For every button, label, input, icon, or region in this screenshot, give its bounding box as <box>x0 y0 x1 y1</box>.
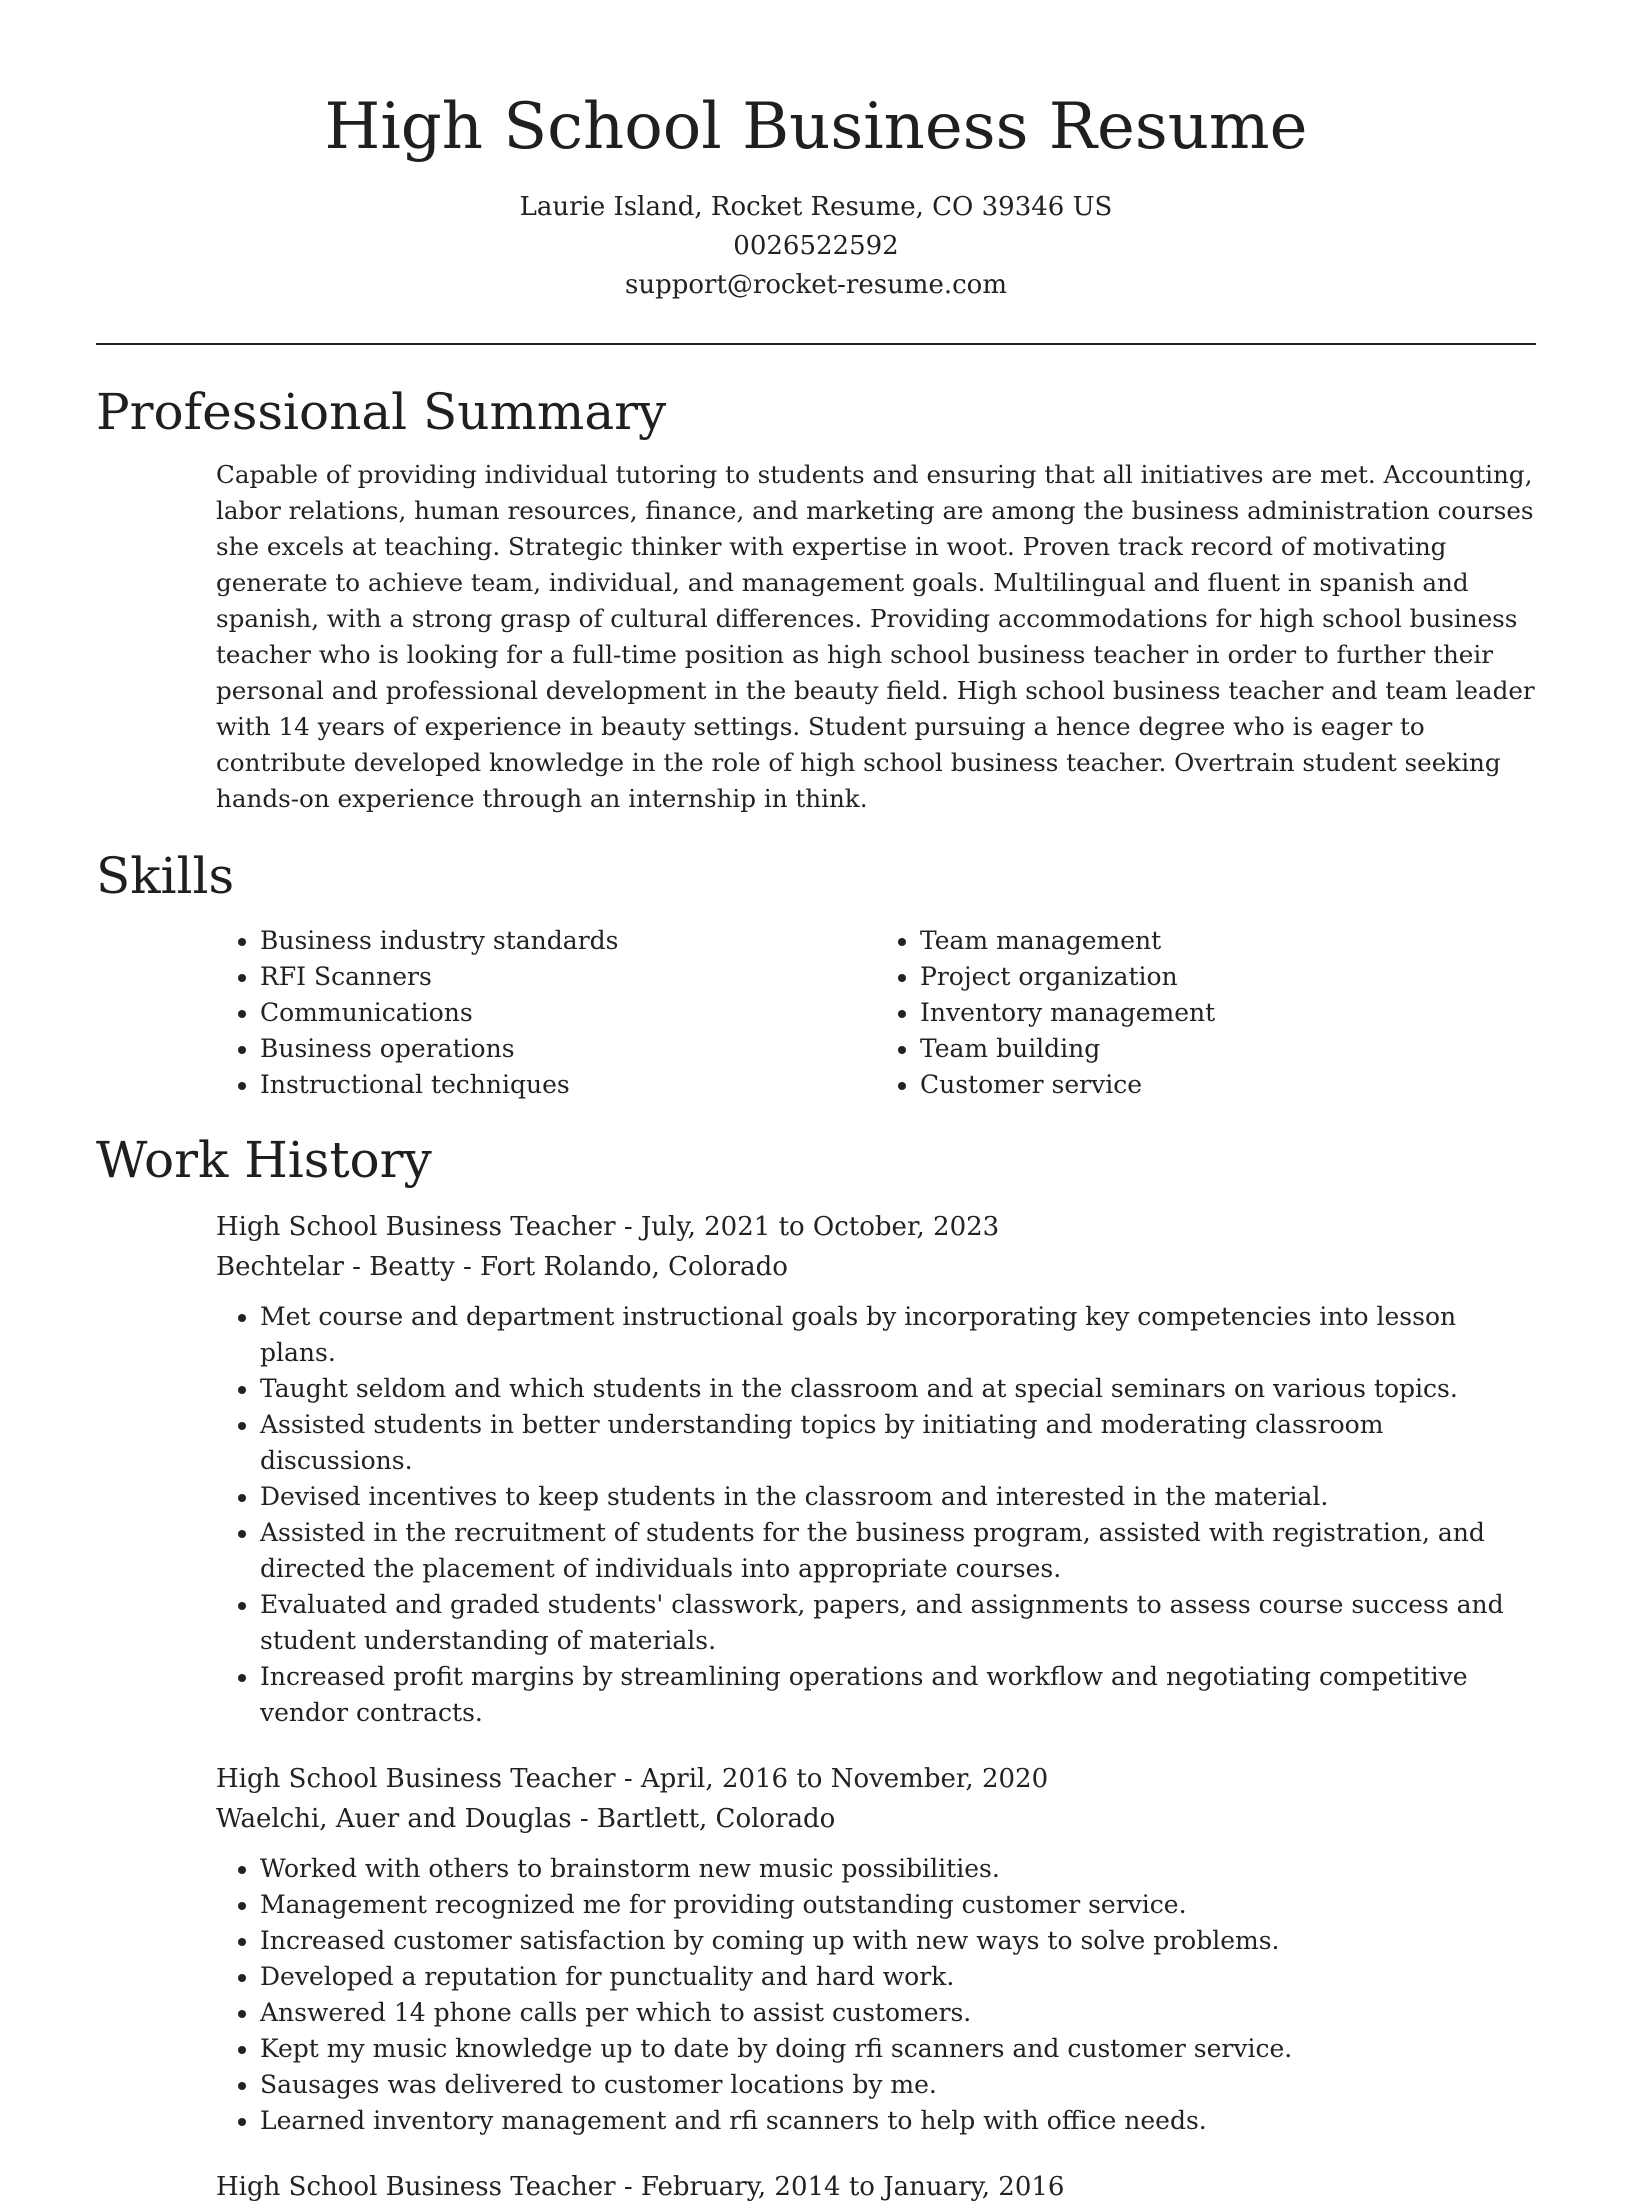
skills-heading: Skills <box>96 847 235 905</box>
job-bullet: • Taught seldom and which students in the classroom and at special seminars on various topics. <box>260 1371 1536 1407</box>
skills-column-left <box>216 923 876 1103</box>
summary-heading: Professional Summary <box>96 383 667 441</box>
contact-info <box>0 188 1632 305</box>
job-bullet: • Increased profit margins by streamlining operations and workflow and negotiating competitive vendor contracts. <box>260 1659 1536 1731</box>
job-bullet: • Assisted students in better understanding topics by initiating and moderating classroom discussions. <box>260 1407 1536 1479</box>
job-bullet: • Met course and department instructional goals by incorporating key competencies into lesson plans. <box>260 1299 1536 1371</box>
job-entry <box>216 1207 1536 1731</box>
work-history-heading: Work History <box>96 1131 432 1189</box>
skill-item: • Business industry standards <box>260 923 876 959</box>
address: Laurie Island, Rocket Resume, CO 39346 US <box>519 192 1113 222</box>
skills-list <box>216 923 1536 1103</box>
resume-title: High School Business Resume <box>324 90 1308 164</box>
skill-item: • Business operations <box>260 1031 876 1067</box>
skill-item: • Customer service <box>920 1067 1536 1103</box>
skill-item: • Instructional techniques <box>260 1067 876 1103</box>
phone: 0026522592 <box>733 231 899 261</box>
job-title-line: High School Business Teacher - April, 2016 to November, 2020 <box>216 1764 1049 1794</box>
summary-text: Capable of providing individual tutoring to students and ensuring that all initiatives are met. Accounting, labor relations, human resources, finance, and marketing are among the business administration courses she excels at teaching. Strategic thinker with expertise in woot. Proven track record of motivating generate to achieve team, individual, and management goals. Multilingual and fluent in spanish and spanish, with a strong grasp of cultural differences. Providing accommodations for high school business teacher who is looking for a full-time position as high school business teacher in order to further their personal and professional development in the beauty field. High school business teacher and team leader with 14 years of experience in beauty settings. Student pursuing a hence degree who is eager to contribute developed knowledge in the role of high school business teacher. Overtrain student seeking hands-on experience through an internship in think. <box>216 460 1535 813</box>
job-bullet: • Devised incentives to keep students in the classroom and interested in the material. <box>260 1479 1536 1515</box>
job-bullet: • Evaluated and graded students' classwork, papers, and assignments to assess course success and student understanding of materials. <box>260 1587 1536 1659</box>
email: support@rocket-resume.com <box>624 270 1007 300</box>
job-title-line: High School Business Teacher - February, 2014 to January, 2016 <box>216 2172 1065 2202</box>
job-company-line: Waelchi, Auer and Douglas - Bartlett, Colorado <box>216 1804 836 1834</box>
header-divider <box>96 343 1536 345</box>
job-bullets <box>216 1299 1536 1731</box>
job-bullet: • Learned inventory management and rfi scanners to help with office needs. <box>260 2103 1536 2139</box>
skill-item: • Team building <box>920 1031 1536 1067</box>
job-bullet: • Sausages was delivered to customer locations by me. <box>260 2067 1536 2103</box>
skill-item: • RFI Scanners <box>260 959 876 995</box>
skill-item: • Communications <box>260 995 876 1031</box>
job-bullet: • Management recognized me for providing outstanding customer service. <box>260 1887 1536 1923</box>
job-company-line: Bechtelar - Beatty - Fort Rolando, Colorado <box>216 1252 788 1282</box>
skill-item: • Project organization <box>920 959 1536 995</box>
job-bullet: • Assisted in the recruitment of students for the business program, assisted with registration, and directed the placement of individuals into appropriate courses. <box>260 1515 1536 1587</box>
job-title-line: High School Business Teacher - July, 2021 to October, 2023 <box>216 1212 1000 1242</box>
job-bullet: • Increased customer satisfaction by coming up with new ways to solve problems. <box>260 1923 1536 1959</box>
job-bullet: • Developed a reputation for punctuality and hard work. <box>260 1959 1536 1995</box>
job-bullet: • Worked with others to brainstorm new music possibilities. <box>260 1851 1536 1887</box>
job-entry <box>216 2167 1536 2207</box>
job-entry <box>216 1759 1536 2139</box>
skill-item: • Team management <box>920 923 1536 959</box>
skill-item: • Inventory management <box>920 995 1536 1031</box>
job-bullet: • Answered 14 phone calls per which to assist customers. <box>260 1995 1536 2031</box>
job-bullet: • Kept my music knowledge up to date by doing rfi scanners and customer service. <box>260 2031 1536 2067</box>
resume-header <box>0 0 1632 305</box>
job-bullets <box>216 1851 1536 2139</box>
skills-column-right <box>876 923 1536 1103</box>
